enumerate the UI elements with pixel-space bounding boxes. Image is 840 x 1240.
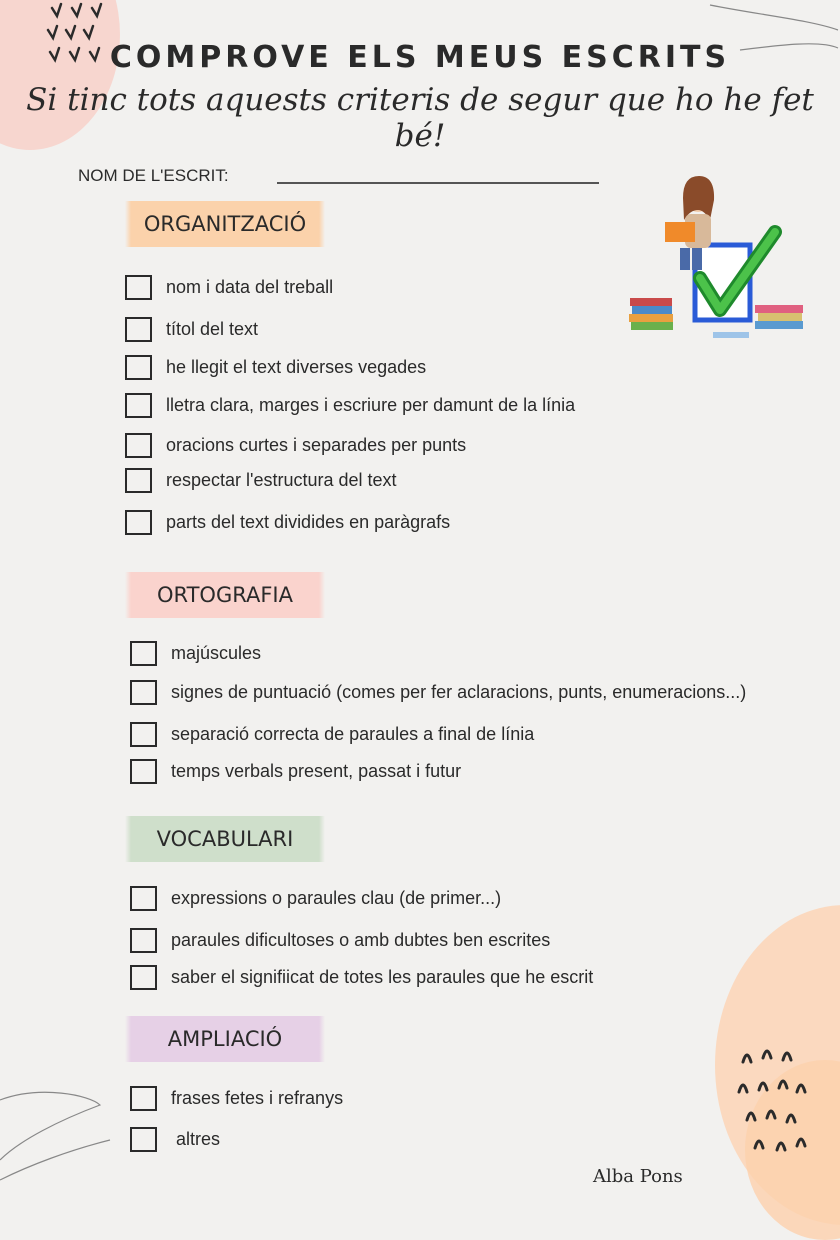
checklist-item[interactable]: frases fetes i refranys xyxy=(130,1086,343,1111)
checklist-item[interactable]: altres xyxy=(130,1127,220,1152)
checkbox[interactable] xyxy=(125,433,152,458)
checkbox[interactable] xyxy=(125,275,152,300)
checkbox[interactable] xyxy=(125,355,152,380)
page-subtitle: Si tinc tots aquests criteris de segur que ho he fet bé! xyxy=(26,82,814,154)
checkbox[interactable] xyxy=(130,965,157,990)
arches-decoration xyxy=(735,1040,815,1170)
checklist-item[interactable]: paraules dificultoses o amb dubtes ben escrites xyxy=(130,928,550,953)
checklist-item[interactable]: lletra clara, marges i escriure per damunt de la línia xyxy=(125,393,575,418)
checklist-item[interactable]: majúscules xyxy=(130,641,261,666)
checklist-item[interactable]: he llegit el text diverses vegades xyxy=(125,355,426,380)
name-input-line[interactable] xyxy=(277,182,599,184)
scribble-bottom-left xyxy=(0,1080,130,1190)
checklist-item[interactable]: separació correcta de paraules a final de línia xyxy=(130,722,534,747)
checkbox[interactable] xyxy=(125,393,152,418)
checklist-item[interactable]: oracions curtes i separades per punts xyxy=(125,433,466,458)
checklist-item[interactable]: respectar l'estructura del text xyxy=(125,468,397,493)
checklist-item[interactable]: temps verbals present, passat i futur xyxy=(130,759,461,784)
section-heading-ampliacio: AMPLIACIÓ xyxy=(125,1016,325,1062)
checkbox[interactable] xyxy=(130,886,157,911)
checkbox[interactable] xyxy=(130,641,157,666)
checkbox[interactable] xyxy=(130,1086,157,1111)
section-heading-vocabulari: VOCABULARI xyxy=(125,816,325,862)
checkbox[interactable] xyxy=(130,680,157,705)
author-signature: Alba Pons xyxy=(593,1166,683,1187)
checklist-item[interactable]: títol del text xyxy=(125,317,258,342)
checklist-item[interactable]: parts del text dividides en paràgrafs xyxy=(125,510,450,535)
checklist-item[interactable]: nom i data del treball xyxy=(125,275,333,300)
checkmark-illustration xyxy=(625,170,815,350)
checkbox[interactable] xyxy=(130,928,157,953)
checkbox[interactable] xyxy=(125,317,152,342)
section-heading-ortografia: ORTOGRAFIA xyxy=(125,572,325,618)
name-label: NOM DE L'ESCRIT: xyxy=(78,166,229,185)
checklist-item[interactable]: expressions o paraules clau (de primer...) xyxy=(130,886,501,911)
checklist-item[interactable]: signes de puntuació (comes per fer aclaracions, punts, enumeracions...) xyxy=(130,680,746,705)
checkbox[interactable] xyxy=(130,722,157,747)
checkbox[interactable] xyxy=(125,468,152,493)
checkbox[interactable] xyxy=(125,510,152,535)
section-heading-organitzacio: ORGANITZACIÓ xyxy=(125,201,325,247)
checkbox[interactable] xyxy=(130,759,157,784)
checkbox[interactable] xyxy=(130,1127,157,1152)
page-title: COMPROVE ELS MEUS ESCRITS xyxy=(109,40,731,75)
checklist-item[interactable]: saber el signifiicat de totes les paraules que he escrit xyxy=(130,965,593,990)
